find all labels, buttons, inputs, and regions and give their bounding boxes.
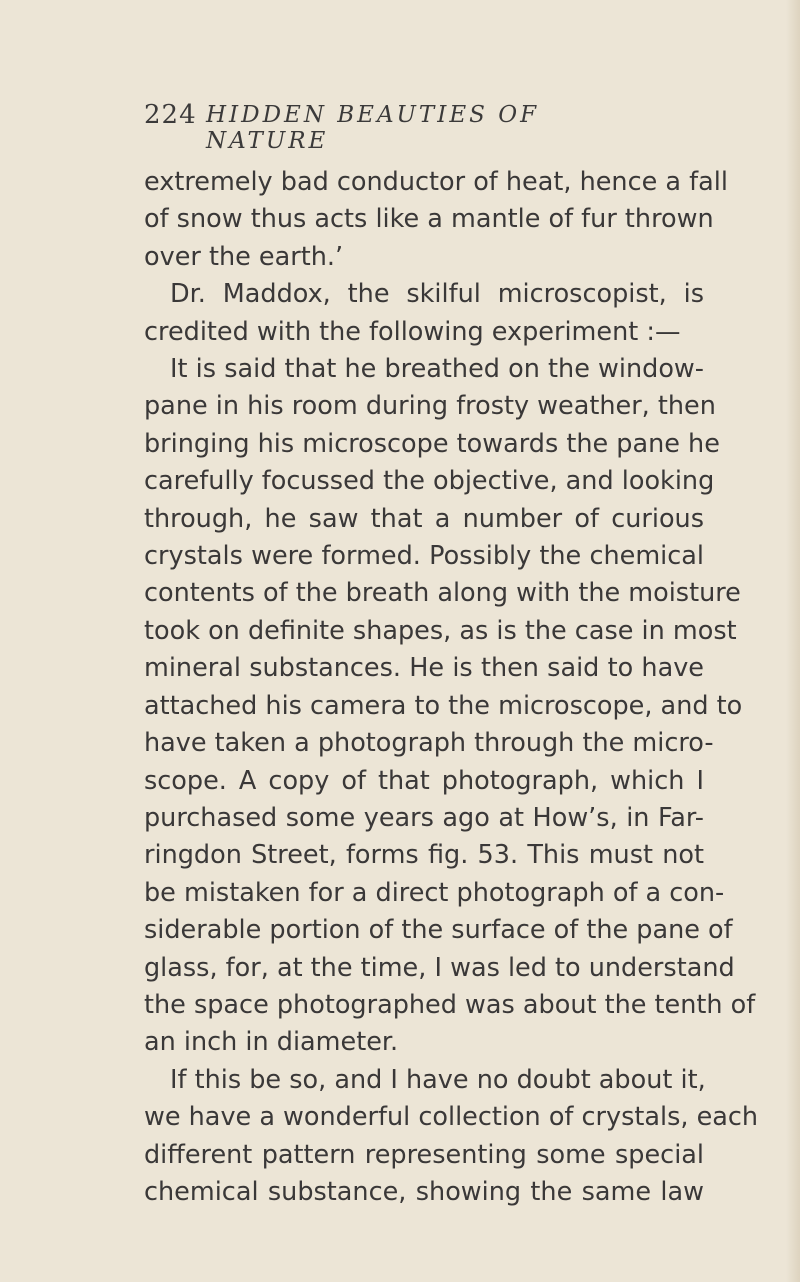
text-line: glass, for, at the time, I was led to understand bbox=[144, 952, 735, 983]
text-line: be mistaken for a direct photograph of a con- bbox=[144, 877, 725, 908]
page-edge-shadow bbox=[786, 0, 800, 1282]
text-line: credited with the following experiment :— bbox=[144, 316, 681, 347]
text-line: bringing his microscope towards the pane he bbox=[144, 428, 720, 459]
paragraph bbox=[144, 1062, 759, 1212]
text-line: chemical substance, showing the same law bbox=[144, 1176, 704, 1207]
paragraph bbox=[144, 351, 756, 1062]
paragraph bbox=[144, 276, 704, 351]
page-number: 224 bbox=[144, 100, 197, 130]
text-line: took on definite shapes, as is the case in most bbox=[144, 615, 737, 646]
text-line: crystals were formed. Possibly the chemical bbox=[144, 541, 704, 572]
text-line: purchased some years ago at How’s, in Far- bbox=[144, 802, 704, 833]
text-line: If this be so, and I have no doubt about it, bbox=[170, 1064, 706, 1095]
text-line: we have a wonderful collection of crystals, each bbox=[144, 1102, 759, 1133]
text-line: over the earth.’ bbox=[144, 241, 344, 272]
text-line: carefully focussed the objective, and looking bbox=[144, 466, 715, 497]
text-line: an inch in diameter. bbox=[144, 1027, 399, 1058]
text-line: have taken a photograph through the micro- bbox=[144, 728, 714, 759]
text-line: the space photographed was about the tenth of bbox=[144, 989, 756, 1020]
running-head bbox=[144, 100, 664, 154]
text-line: attached his camera to the microscope, and to bbox=[144, 690, 743, 721]
text-line: It is said that he breathed on the window- bbox=[170, 354, 704, 385]
text-line: siderable portion of the surface of the pane of bbox=[144, 915, 733, 946]
paragraph bbox=[144, 164, 728, 276]
body-text bbox=[144, 164, 759, 1211]
text-line: of snow thus acts like a mantle of fur thrown bbox=[144, 204, 714, 235]
text-line: extremely bad conductor of heat, hence a fall bbox=[144, 167, 728, 197]
text-line: mineral substances. He is then said to have bbox=[144, 653, 704, 684]
text-line: different pattern representing some special bbox=[144, 1139, 704, 1170]
text-line: scope. A copy of that photograph, which I bbox=[144, 765, 704, 796]
running-title: HIDDEN BEAUTIES OF NATURE bbox=[206, 102, 540, 154]
text-line: contents of the breath along with the moisture bbox=[144, 578, 741, 609]
text-line: Dr. Maddox, the skilful microscopist, is bbox=[170, 279, 704, 310]
text-line: through, he saw that a number of curious bbox=[144, 503, 704, 534]
text-line: pane in his room during frosty weather, then bbox=[144, 391, 716, 422]
text-line: ringdon Street, forms fig. 53. This must not bbox=[144, 840, 704, 871]
